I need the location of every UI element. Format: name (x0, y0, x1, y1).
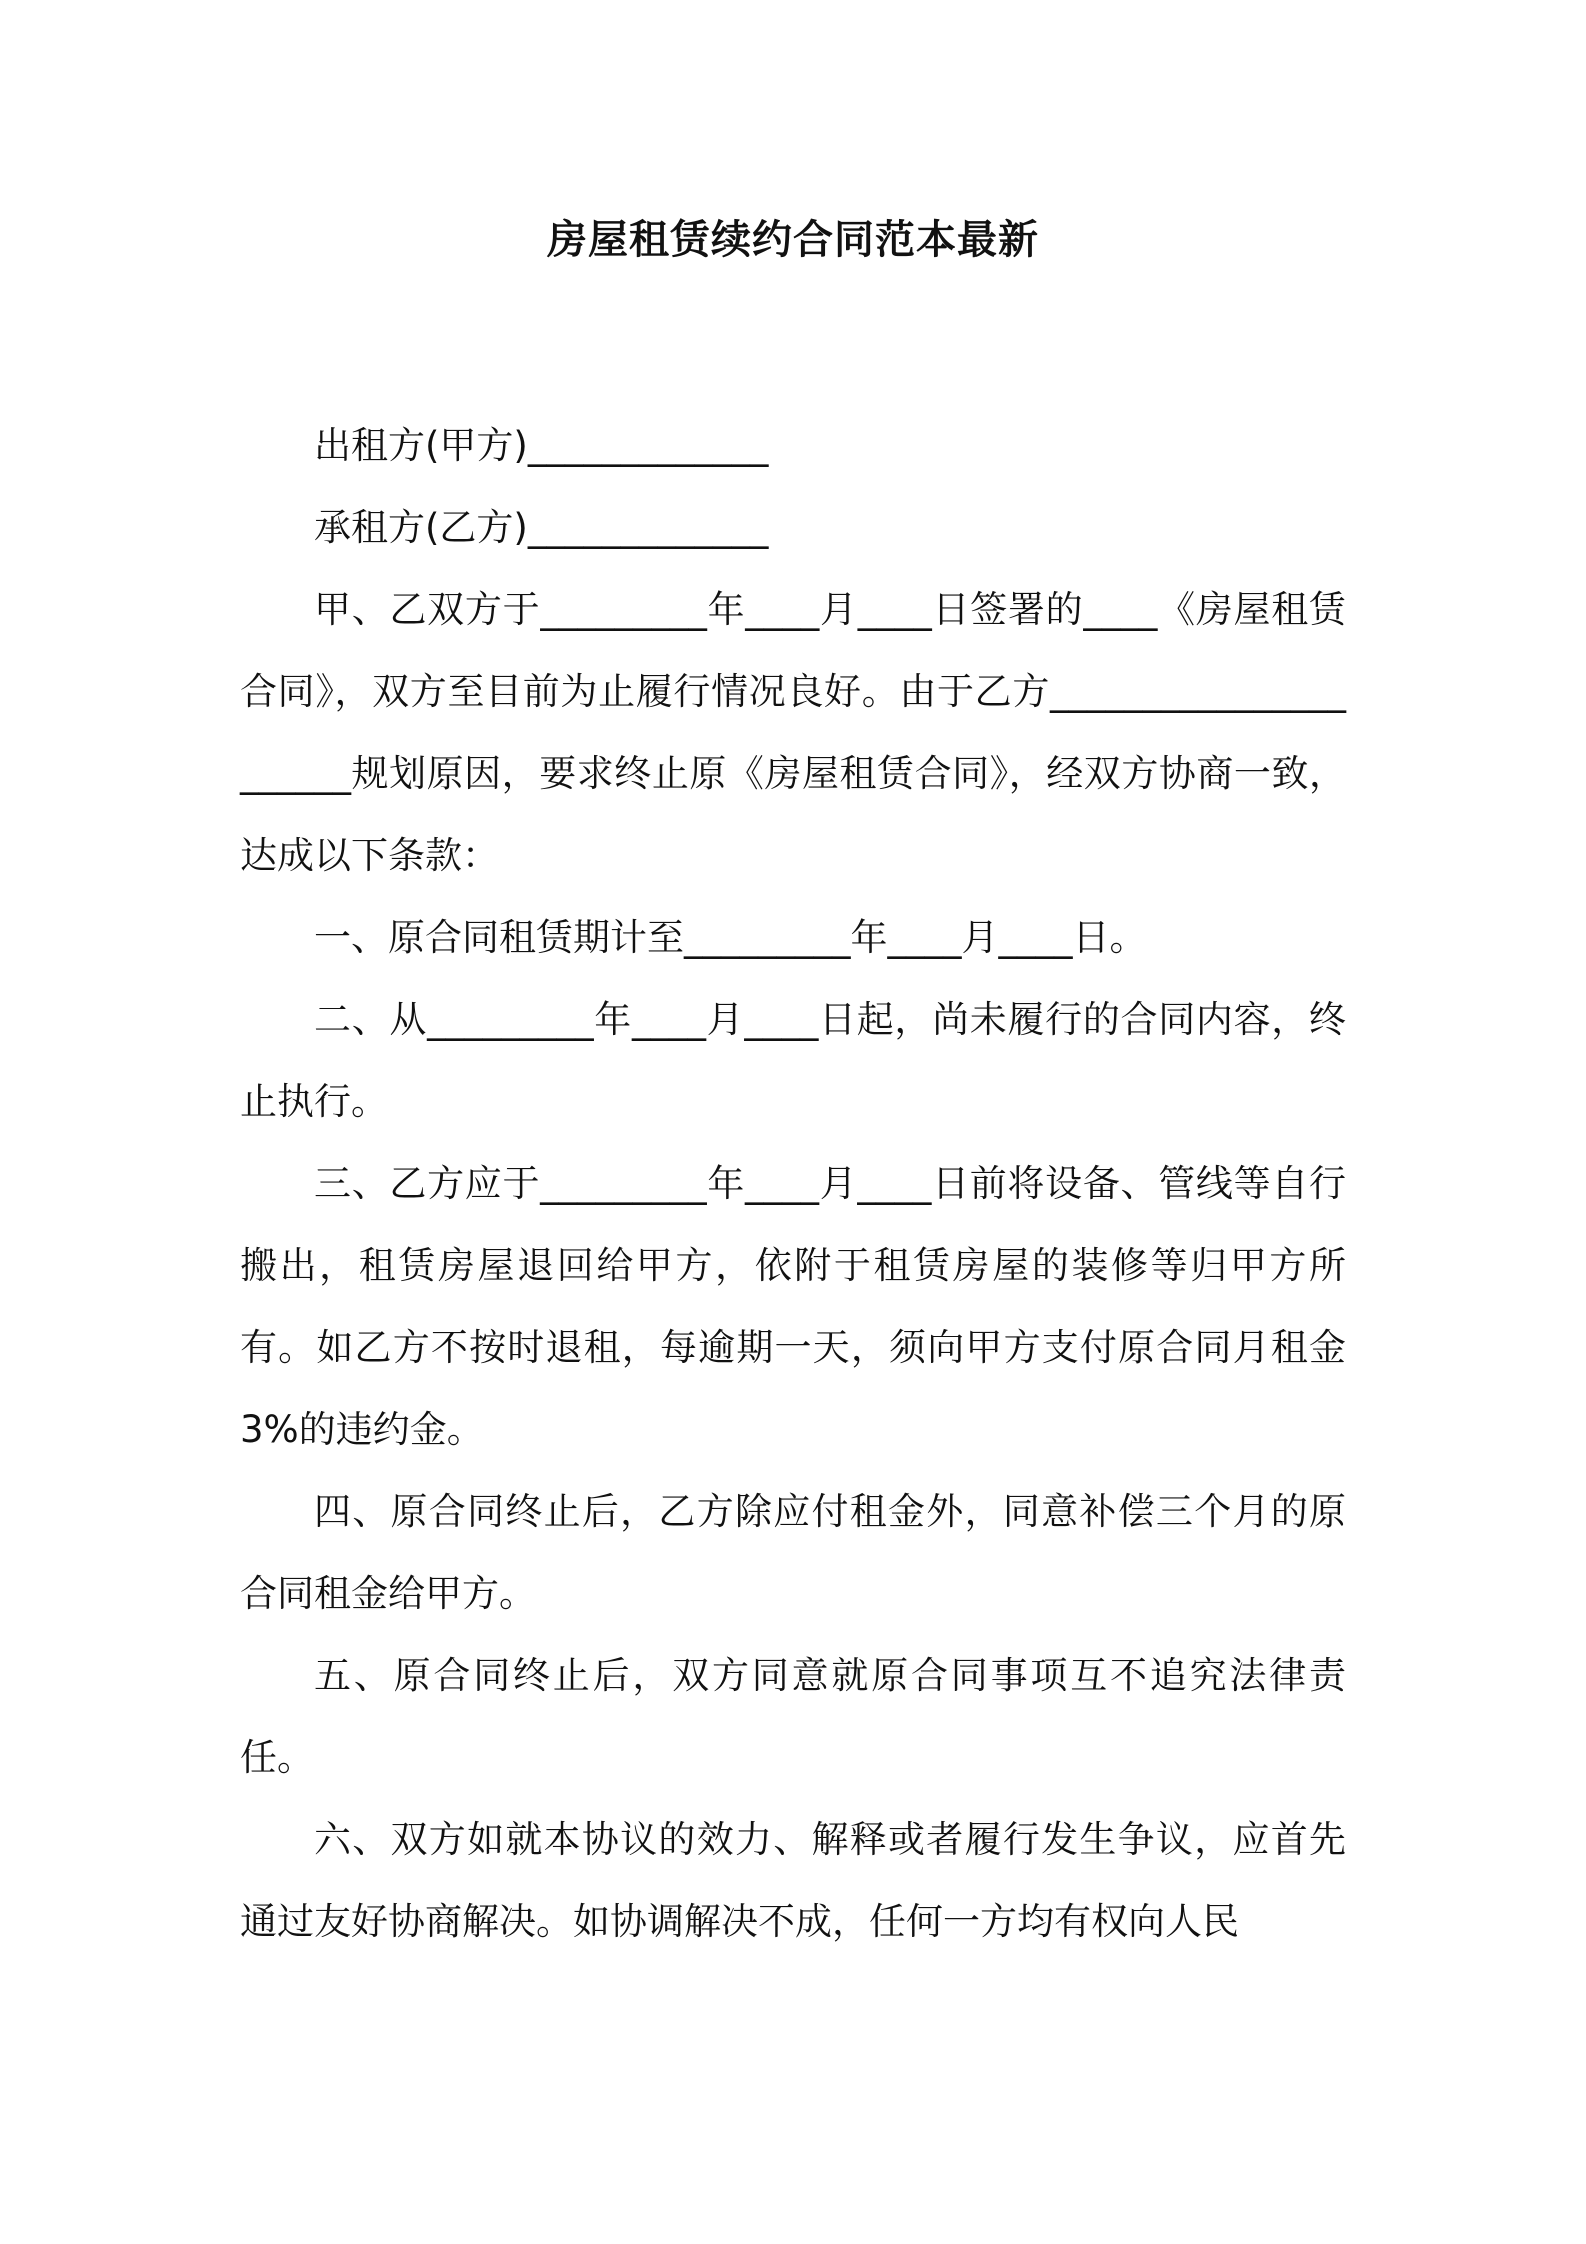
lessor-line: 出租方(甲方)_____________ (314, 424, 769, 467)
clause-6: 六、双方如就本协议的效力、解释或者履行发生争议，应首先通过友好协商解决。如协调解决不成，任何一方均有权向人民 (240, 1818, 1346, 1943)
clause-1: 一、原合同租赁期计至_________年____月____日。 (314, 916, 1147, 959)
document-body (240, 405, 1346, 1963)
preamble-paragraph: 甲、乙双方于_________年____月____日签署的____《房屋租赁合同》，双方至目前为止履行情况良好。由于乙方______________________规划原因，要求终止原《房屋租赁合同》，经双方协商一致，达成以下条款： (240, 588, 1346, 877)
document-title: 房屋租赁续约合同范本最新 (547, 217, 1039, 263)
clause-4: 四、原合同终止后，乙方除应付租金外，同意补偿三个月的原合同租金给甲方。 (240, 1490, 1346, 1615)
clause-5: 五、原合同终止后，双方同意就原合同事项互不追究法律责任。 (240, 1654, 1346, 1779)
lessee-line: 承租方(乙方)_____________ (314, 506, 769, 549)
clause-3: 三、乙方应于_________年____月____日前将设备、管线等自行搬出，租赁房屋退回给甲方，依附于租赁房屋的装修等归甲方所有。如乙方不按时退租，每逾期一天，须向甲方支付原合同月租金 3%的违约金。 (240, 1162, 1346, 1451)
clause-2: 二、从_________年____月____日起，尚未履行的合同内容，终止执行。 (240, 998, 1346, 1123)
